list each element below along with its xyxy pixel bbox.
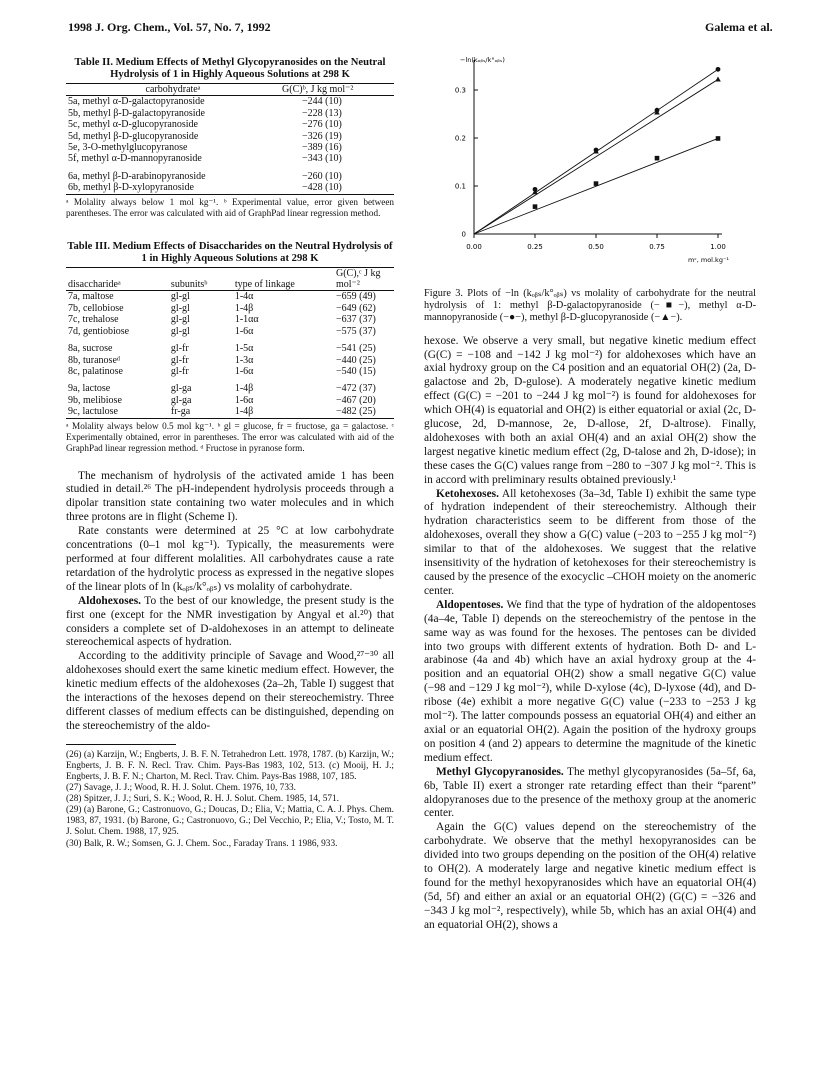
table2-cell-carbohydrate: 5b, methyl β-D-galactopyranoside xyxy=(68,107,205,119)
table2-cell-gc: −389 (16) xyxy=(302,142,342,154)
y-tick-label: 0.1 xyxy=(454,182,466,191)
paragraph: Ketohexoses. All ketohexoses (3a–3d, Table I) exhibit the same type of hydration independent of their stereochemistry. Although their hydration characteristics seem to be different from those of the aldohexoses, overall they show a G(C) value (−203 to −255 J kg mol⁻²) similar to that of the aldohexoses. We suggest that the relative insensitivity of the hydration of ketohexoses for their stereochemistry is caused by the presence of the exocyclic –CHOH moiety on the anomeric center. xyxy=(424,487,756,597)
table3-header-subunits: subunitsᵇ xyxy=(169,267,233,291)
series-line xyxy=(474,79,718,234)
table2-cell-gc: −244 (10) xyxy=(302,96,342,108)
x-tick-label: 0.75 xyxy=(649,243,665,251)
table3-cell-subunits: gl-fr xyxy=(170,365,189,377)
left-body-text xyxy=(66,470,394,734)
paragraph: According to the additivity principle of Savage and Wood,²⁷⁻³⁰ all aldohexoses should exert the same kinetic medium effect. However, the kinetic medium effects of the aldohexoses (2a–2h, Table I) suggest that the interactions of the hexoses depend on their stereochemistry. Three different classes of medium effects can be distinguished, depending on the stereochemistry of the aldo- xyxy=(66,650,394,732)
running-header-authors: Galema et al. xyxy=(705,20,773,34)
table3-cell-subunits: gl-fr xyxy=(170,354,189,366)
table3-cell-linkage: 1-5α xyxy=(234,343,254,355)
section-heading: Aldopentoses. xyxy=(436,598,504,611)
table3-cell-subunits: gl-gl xyxy=(170,291,190,303)
x-axis-label: mᶜ, mol.kg⁻¹ xyxy=(688,256,729,264)
table3-row xyxy=(66,314,394,325)
table2-cell-gc: −326 (19) xyxy=(302,130,342,142)
paragraph: hexose. We observe a very small, but negative kinetic medium effect (G(C) = −108 and −142 J kg mol⁻²) for aldohexoses which have an axial hydroxy group on the C4 position and an equatorial OH(2) (2a, D-galactose and 2b, D-gulose). A moderately negative kinetic medium effect (G(C) = −201 to −244 J kg mol⁻²) is found for aldohexoses for which OH(4) is equatorial and OH(2) is either equatorial or axial (2c, D-glucose, 2d, D-mannose, 2e, D-allose, 2f, D-altrose). Finally, aldohexoses with both an axial OH(4) and an axial OH(2) show the largest negative kinetic medium effect (2g, D-talose and 2h, D-idose); in these cases the G(C) values range from −280 to −307 J kg mol⁻². This is in accord with preliminary results obtained previously.¹ xyxy=(424,334,756,486)
table3-row xyxy=(66,337,394,354)
table3-cell-gc: −575 (37) xyxy=(336,325,376,337)
table2 xyxy=(66,83,394,195)
figure3-chart xyxy=(430,56,760,278)
section-heading: Ketohexoses. xyxy=(436,487,499,500)
table3-row xyxy=(66,377,394,394)
reference-item: (27) Savage, J. J.; Wood, R. H. J. Solut. Chem. 1976, 10, 733. xyxy=(66,783,296,794)
table3-cell-subunits: fr-ga xyxy=(169,406,233,418)
table3-cell-disaccharide: 7d, gentiobiose xyxy=(68,325,130,337)
table3-row xyxy=(66,406,394,418)
right-column xyxy=(424,288,756,933)
table2-cell-gc: −343 (10) xyxy=(302,153,342,165)
paragraph: The mechanism of hydrolysis of the activated amide 1 has been studied in detail.²⁶ The pH-independent hydrolysis proceeds through a dipolar transition state containing two water molecules and in which three protons are in flight (Scheme I). xyxy=(66,469,394,524)
table2-footnote: ᵃ Molality always below 1 mol kg⁻¹. ᵇ Experimental value, error given between parentheses. The error was calculated with aid of GraphPad linear regression method. xyxy=(66,196,394,218)
table3-cell-subunits: gl-ga xyxy=(170,394,192,406)
table3-cell-disaccharide: 8a, sucrose xyxy=(68,343,113,355)
square-marker xyxy=(716,136,721,141)
section-heading: Aldohexoses. xyxy=(78,594,141,607)
table2-header-gc: G(C)ᵇ, J kg mol⁻² xyxy=(280,84,394,96)
table2-row xyxy=(66,96,394,108)
table3-cell-disaccharide: 7b, cellobiose xyxy=(68,302,124,314)
table3-cell-disaccharide: 7a, maltose xyxy=(68,291,114,303)
table3-cell-disaccharide: 9a, lactose xyxy=(68,383,111,395)
table3-cell-linkage: 1-4β xyxy=(234,383,254,395)
table2-cell-gc: −260 (10) xyxy=(302,170,342,182)
table2-cell-carbohydrate: 5f, methyl α-D-mannopyranoside xyxy=(68,153,202,165)
table2-cell-carbohydrate: 6a, methyl β-D-arabinopyranoside xyxy=(68,170,206,182)
table3-row xyxy=(66,366,394,377)
table3-cell-linkage: 1-3α xyxy=(234,354,254,366)
paragraph: Again the G(C) values depend on the stereochemistry of the carbohydrate. We observe that the methyl hexopyranosides can be divided into two groups depending on the position of the OH(4) relative to OH(2). A moderately large and negative kinetic medium effect is found for the methyl hexopyranosides which have an equatorial OH(4) (5d, 5f) and either an axial or an equatorial OH(2) (G(C) = −326 and −343 J kg mol⁻², respectively), while 5b, which has an axial OH(4) and an equatorial OH(2), shows a xyxy=(424,821,756,931)
table2-row xyxy=(66,142,394,153)
references-list xyxy=(66,750,394,850)
reference-item: (29) (a) Barone, G.; Castronuovo, G.; Doucas, D.; Elia, V.; Mattia, C. A. J. Phys. Chem. 1983, 87, 1931. (b) Barone, G.; Castronuovo, G.; Del Vecchio, P.; Elia, V.; Tosto, M. T. J. Solut. Chem. 1988, 17, 925. xyxy=(66,805,394,838)
x-tick-label: 0.25 xyxy=(527,243,543,251)
table3-cell-subunits: gl-fr xyxy=(170,343,189,355)
paragraph: Aldopentoses. We find that the type of hydration of the aldopentoses (4a–4e, Table I) depends on the stereochemistry of the pentose in the same way as was found for the hexoses. The pentoses can be divided into two groups with different extents of hydration. Both D- and L-arabinose (4a and 4b) which have an axial hydroxy group at the 4-position and an equatorial OH(2) show a small negative G(C) value (−98 and −129 J kg mol⁻²), while D-xylose (4c), D-lyxose (4d), and D-ribose (4e) exhibit a more negative G(C) value (−233 to −253 J kg mol⁻²). The latter compounds possess an equatorial OH(4) and either an axial or an equatorial OH(2). Again the position of the hydroxy groups on position 4 (and 2) appears to determine the magnitude of the kinetic medium effect. xyxy=(424,598,756,764)
table3-cell-linkage: 1-6α xyxy=(234,394,254,406)
y-tick-label: 0.2 xyxy=(454,134,466,143)
table2-row xyxy=(66,131,394,142)
table3-cell-subunits: gl-ga xyxy=(170,383,192,395)
paragraph: Methyl Glycopyranosides. The methyl glycopyranosides (5a–5f, 6a, 6b, Table II) exert a stronger rate retarding effect than their “parent” aldopyranoses due to the presence of the methoxy group at the anomeric center. xyxy=(424,765,756,820)
y-tick-label: 0 xyxy=(461,230,466,239)
table3-cell-linkage: 1-4β xyxy=(233,406,334,418)
table3-cell-linkage: 1-6α xyxy=(234,325,254,337)
x-tick-label: 0.50 xyxy=(588,243,604,251)
table3-footnote: ᵃ Molality always below 0.5 mol kg⁻¹. ᵇ gl = glucose, fr = fructose, ga = galactose. ᶜ Experimentally obtained, error in parentheses. The error was calculated with aid of the GraphPad linear regression method. ᵈ Fructose in pyranose form. xyxy=(66,420,394,453)
paragraph: Rate constants were determined at 25 °C at low carbohydrate concentrations (0–1 mol kg⁻¹). Typically, the measurements were performed at four different molalities. All carbohydrates cause a rate retardation of the hydrolytic process as expressed in the negative slopes of the linear plots of ln (kₒᵦₛ/k°ₒᵦₛ) vs molality of carbohydrate. xyxy=(66,525,394,593)
table3 xyxy=(66,267,394,419)
circle-marker xyxy=(716,67,721,72)
reference-item: (30) Balk, R. W.; Somsen, G. J. Chem. Soc., Faraday Trans. 1 1986, 933. xyxy=(66,838,338,849)
square-marker xyxy=(533,204,538,209)
table3-cell-gc: −659 (49) xyxy=(336,291,376,303)
table3-cell-subunits: gl-gl xyxy=(170,302,190,314)
table2-row xyxy=(66,108,394,119)
table2-cell-carbohydrate: 6b, methyl β-D-xylopyranoside xyxy=(66,182,280,194)
left-column xyxy=(66,57,394,850)
table3-cell-disaccharide: 9c, lactulose xyxy=(66,406,169,418)
section-heading: Methyl Glycopyranosides. xyxy=(436,765,564,778)
table3-cell-subunits: gl-gl xyxy=(170,325,190,337)
table3-header-disaccharide: disaccharideᵃ xyxy=(66,267,169,291)
triangle-marker xyxy=(715,76,721,81)
table2-cell-carbohydrate: 5e, 3-O-methylglucopyranose xyxy=(68,142,188,154)
reference-item: (28) Spitzer, J. J.; Suri, S. K.; Wood, R. H. J. Solut. Chem. 1985, 14, 571. xyxy=(66,794,339,805)
x-tick-label: 0.00 xyxy=(466,243,482,251)
square-marker xyxy=(594,181,599,186)
table2-cell-carbohydrate: 5d, methyl β-D-glucopyranoside xyxy=(68,130,199,142)
table3-cell-subunits: gl-gl xyxy=(170,314,190,326)
table2-caption: Table II. Medium Effects of Methyl Glycopyranosides on the Neutral Hydrolysis of 1 in Highly Aqueous Solutions at 298 K xyxy=(74,57,386,80)
table2-cell-gc: −228 (13) xyxy=(302,107,342,119)
table3-cell-linkage: 1-4α xyxy=(234,291,254,303)
paragraph: Aldohexoses. To the best of our knowledge, the present study is the first one (except for the NMR investigation by Angyal et al.²⁰) that considers a complete set of D-aldohexoses in an attempt to delineate stereochemical aspects of hydration. xyxy=(66,594,394,649)
table3-cell-gc: −440 (25) xyxy=(336,354,376,366)
table3-header-linkage: type of linkage xyxy=(233,267,334,291)
table2-row xyxy=(66,153,394,164)
table3-row xyxy=(66,326,394,337)
table3-caption: Table III. Medium Effects of Disaccharides on the Neutral Hydrolysis of 1 in Highly Aqueous Solutions at 298 K xyxy=(67,240,393,264)
reference-item: (26) (a) Karzijn, W.; Engberts, J. B. F. N. Tetrahedron Lett. 1978, 1787. (b) Karzijn, W.; Engberts, J. B. F. N. Recl. Trav. Chim. Pays-Bas 1983, 102, 513. (c) Mooij, H. J.; Engberts, J. B. F. N.; Charton, M. Recl. Trav. Chim. Pays-Bas 1988, 107, 185. xyxy=(66,749,394,782)
running-header: 1998 J. Org. Chem., Vol. 57, No. 7, 1992 xyxy=(68,20,271,34)
footnote-divider xyxy=(66,744,176,745)
table3-cell-linkage: 1-6α xyxy=(234,365,254,377)
table3-row xyxy=(66,395,394,406)
table2-cell-carbohydrate: 5a, methyl α-D-galactopyranoside xyxy=(68,96,205,108)
table3-cell-gc: −649 (62) xyxy=(336,302,376,314)
table2-row xyxy=(66,165,394,182)
table3-header-gc: G(C),ᶜ J kg mol⁻² xyxy=(334,267,394,291)
table3-cell-disaccharide: 8c, palatinose xyxy=(68,365,123,377)
table3-cell-linkage: 1-1αα xyxy=(234,314,259,326)
x-tick-label: 1.00 xyxy=(710,243,726,251)
table3-cell-gc: −467 (20) xyxy=(336,394,376,406)
table3-row xyxy=(66,303,394,314)
table3-cell-disaccharide: 9b, melibiose xyxy=(68,394,122,406)
table3-cell-gc: −637 (37) xyxy=(336,314,376,326)
table3-cell-disaccharide: 7c, trehalose xyxy=(68,314,119,326)
table3-row xyxy=(66,355,394,366)
table3-cell-gc: −541 (25) xyxy=(336,343,376,355)
y-axis-label: −ln(kₒᵦₛ/k°ₒᵦₛ) xyxy=(460,56,505,64)
square-marker xyxy=(655,156,660,161)
table2-cell-carbohydrate: 5c, methyl α-D-glucopyranoside xyxy=(68,119,198,131)
table3-row xyxy=(66,291,394,303)
table2-row xyxy=(66,119,394,130)
right-body-text xyxy=(424,335,756,933)
table3-cell-gc: −540 (15) xyxy=(336,365,376,377)
table3-cell-gc: −482 (25) xyxy=(334,406,394,418)
table2-cell-gc: −276 (10) xyxy=(302,119,342,131)
table3-cell-disaccharide: 8b, turanoseᵈ xyxy=(68,354,120,366)
table2-header-carbohydrate: carbohydrateᵃ xyxy=(66,84,280,96)
table3-cell-linkage: 1-4β xyxy=(234,302,254,314)
y-tick-label: 0.3 xyxy=(454,86,466,95)
table3-cell-gc: −472 (37) xyxy=(336,383,376,395)
table2-row xyxy=(66,182,394,194)
figure3-caption: Figure 3. Plots of −ln (kₒᵦₛ/k°ₒᵦₛ) vs molality of carbohydrate for the neutral hydrolysis of 1: methyl β-D-galactopyranoside (−■−), methyl α-D-mannopyranoside (−●−), methyl β-D-glucopyranoside (−▲−). xyxy=(424,288,756,324)
table2-cell-gc: −428 (10) xyxy=(280,182,394,194)
